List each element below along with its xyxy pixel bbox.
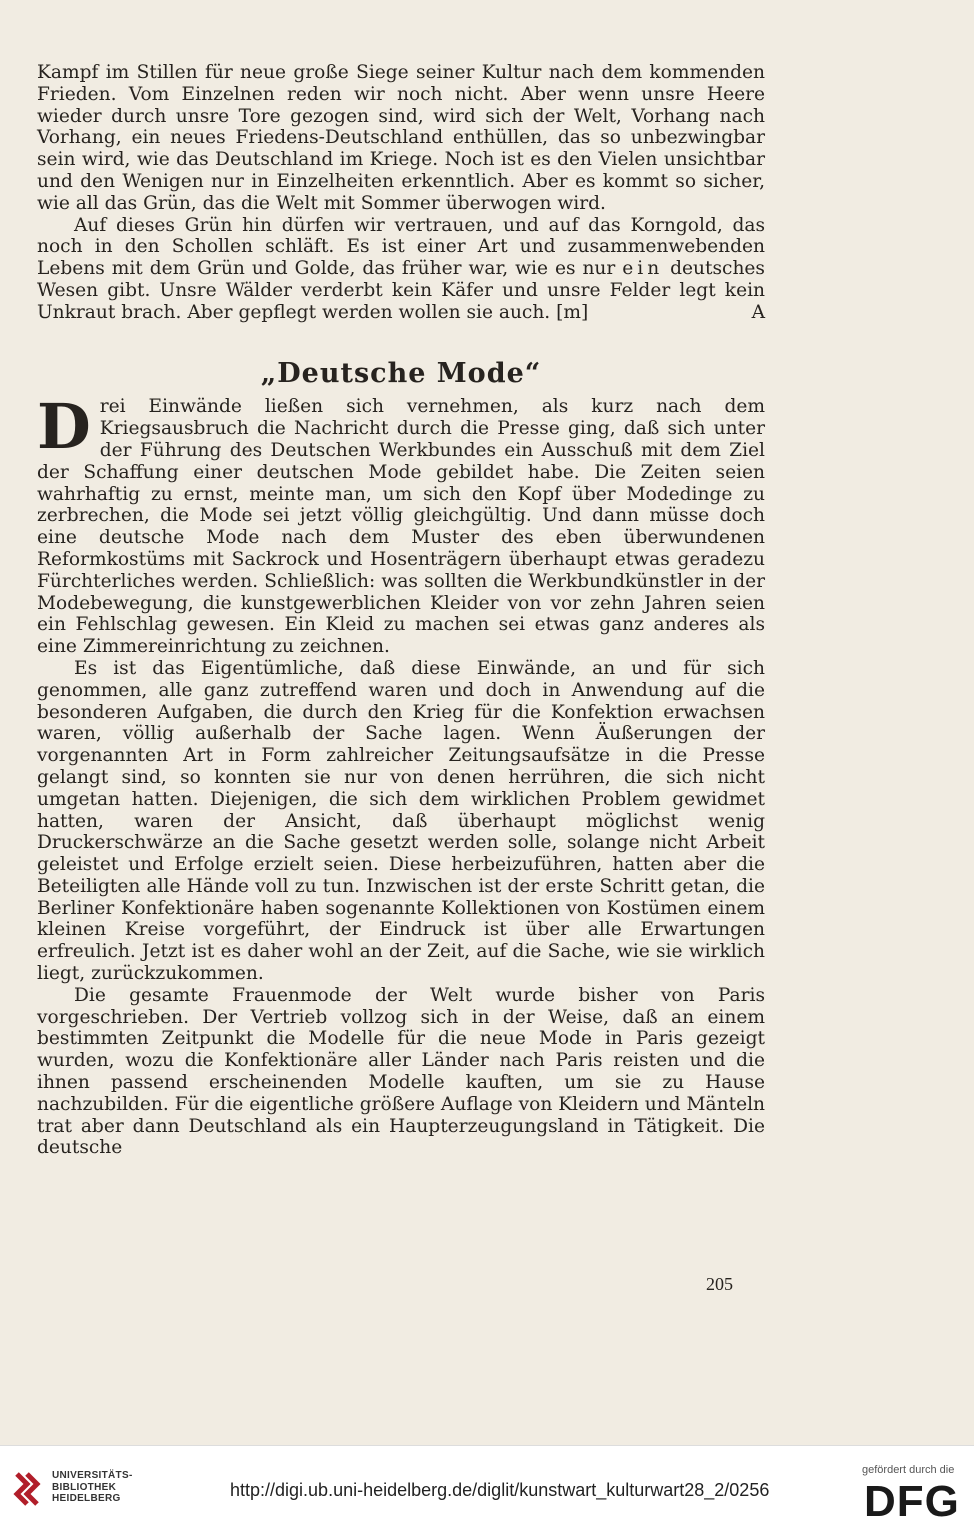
intro-text: Auf dieses Grün hin dürfen wir vertrauen, und auf das Korngold, das noch in den Schollen schläft. Es ist einer Art und zusammenwebenden Lebens mit dem Grün und Golde, das früher war, wie es nur xyxy=(37,214,765,280)
article-paragraph: Die gesamte Frauenmode der Welt wurde bisher von Paris vorgeschrieben. Der Vertrieb vollzog sich in der Weise, daß an einem bestimmten Zeitpunkt die Modelle für die neue Mode in Paris gezeigt wurden, wozu die Konfektionäre aller Länder nach Paris reisten und die ihnen passend erscheinenden Modelle kauften, um sie zu Hause nachzubilden. Für die eigentliche größere Auflage von Kleidern und Mänteln trat aber dann Deutschland als ein Haupterzeugungsland in Tätigkeit. Die deutsche xyxy=(37,984,765,1159)
intro-paragraph: Kampf im Stillen für neue große Siege seiner Kultur nach dem kommenden Frieden. Vom Einzelnen reden wir noch nicht. Aber wenn unsre Heere wieder durch unsre Tore gezogen sind, wird sich der Welt, Vorhang nach Vorhang, ein neues Friedens-Deutschland enthüllen, das so unbezwingbar sein wird, wie das Deutschland im Kriege. Noch ist es den Vielen unsichtbar und den Wenigen nur in Einzelheiten erkenntlich. Aber es kommt so sicher, wie all das Grün, das die Welt mit Sommer überwogen wird. xyxy=(37,62,765,214)
library-name-line: HEIDELBERG xyxy=(52,1493,121,1504)
article-paragraph xyxy=(37,390,765,658)
drop-cap: D xyxy=(37,390,91,464)
university-library-logo-icon xyxy=(13,1470,41,1510)
permalink-url[interactable]: http://digi.ub.uni-heidelberg.de/diglit/kunstwart_kulturwart28_2/0256 xyxy=(230,1480,770,1500)
library-name-line: BIBLIOTHEK xyxy=(52,1481,117,1493)
intro-text: deutsches Wesen gibt. Unsre Wälder verderbt kein Käfer und unsre Felder legt kein Unkraut brach. Aber gepflegt werden wollen sie auch. [m] xyxy=(37,258,765,323)
emphasized-word: ein xyxy=(622,258,664,280)
intro-paragraph xyxy=(37,215,765,324)
viewer-footer xyxy=(0,1445,974,1531)
library-name-line: UNIVERSITÄTS- xyxy=(52,1470,133,1481)
page-number: 205 xyxy=(706,1274,733,1294)
dfg-logo: DFG xyxy=(864,1477,960,1526)
author-signature: A xyxy=(751,301,765,323)
article-title: „Deutsche Mode“ xyxy=(260,357,542,389)
library-name xyxy=(52,1470,133,1505)
article-paragraph: Es ist das Eigentümliche, daß diese Einwände, an und für sich genommen, alle ganz zutreffend waren und doch in Anwendung auf die besonderen Aufgaben, die durch den Krieg für die Konfektion erwachsen waren, völlig außerhalb der Sache lagen. Wenn Äußerungen der vorgenannten Art in Form zahlreicher Zeitungsaufsätze in die Presse gelangt sind, so konnten sie nur von denen herrühren, die sich nicht umgetan hatten. Diejenigen, die sich dem wirklichen Problem gewidmet hatten, waren der Ansicht, daß überhaupt möglichst wenig Druckerschwärze an die Sache gesetzt werden solle, solange nicht Arbeit geleistet und Erfolge erzielt seien. Diese herbeizuführen, hatten aber die Beteiligten alle Hände voll zu tun. Inzwischen ist der erste Schritt getan, die Berliner Konfektionäre haben sogenannte Kollektionen von Kostümen einem kleinen Kreise vorgeführt, der Eindruck ist über alle Erwartungen erfreulich. Jetzt ist es daher wohl an der Zeit, auf die Sache, wie sie wirklich liegt, zurückzukommen. xyxy=(37,657,765,985)
article-text: rei Einwände ließen sich vernehmen, als kurz nach dem Kriegsausbruch die Nachricht durch die Presse ging, daß sich unter der Führung des Deutschen Werkbundes ein Ausschuß mit dem Ziel der Schaffung einer deutschen Mode gebildet habe. Die Zeiten seien wahrhaftig zu ernst, meinte man, um sich den Kopf über Modedinge zu zerbrechen, die Mode sei jetzt völlig gleichgültig. Und dann müsse doch eine deutsche Mode nach dem Muster des eben überwundenen Reformkostüms mit Sackrock und Hosenträgern überhaupt etwas geradezu Fürchterliches werden. Schließlich: was sollten die Werkbundkünstler in der Modebewegung, die kunstgewerblichen Kleider von vor zehn Jahren seien ein Fehlschlag gewesen. Ein Kleid zu machen sei etwas ganz anderes als eine Zimmereinrichtung zu zeichnen. xyxy=(37,396,765,658)
funding-note: gefördert durch die xyxy=(862,1464,955,1476)
body-text xyxy=(37,62,765,1159)
